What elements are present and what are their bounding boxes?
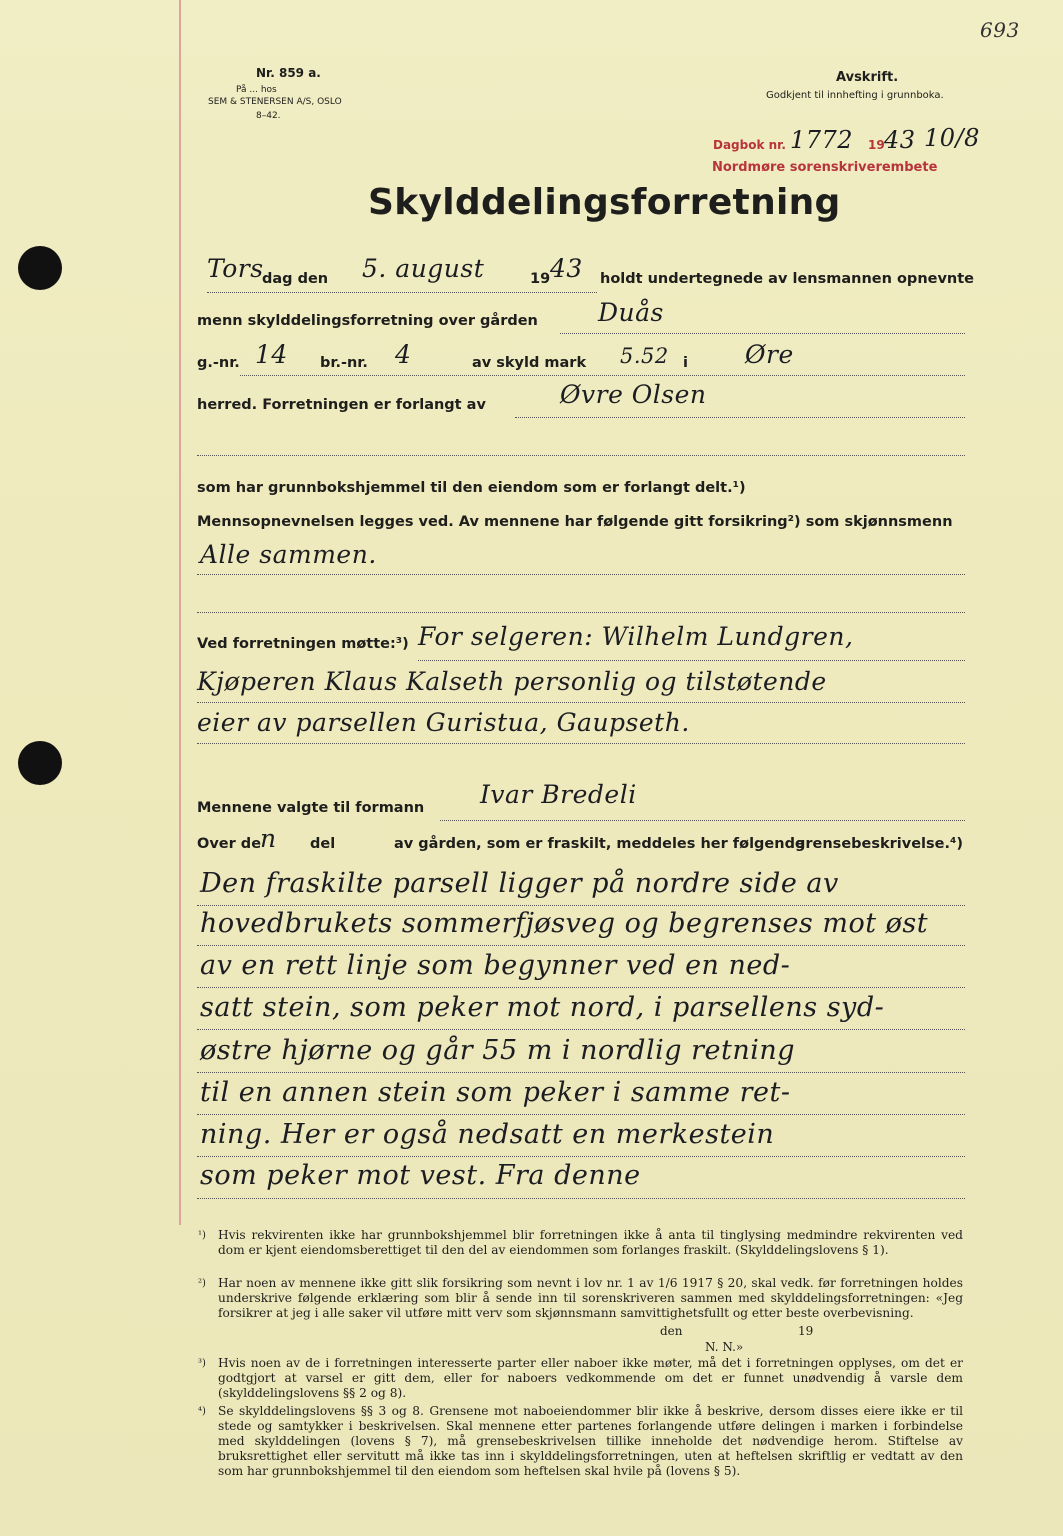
- document-title: Skylddelingsforretning: [368, 182, 841, 223]
- rule-line4: [515, 417, 965, 418]
- stamp-year-value: 43: [884, 126, 916, 154]
- skyld-hand: 5.52: [620, 344, 669, 368]
- grense-line-5: østre hjørne og går 55 m i nordlig retning: [200, 1035, 796, 1066]
- formann-hand: Ivar Bredeli: [480, 780, 637, 809]
- day-hand: Tors: [207, 254, 264, 283]
- rule-line1: [207, 292, 597, 293]
- footnote-4: [198, 1404, 963, 1479]
- footnote-2: [198, 1276, 963, 1321]
- footnote-4-number: ⁴): [198, 1406, 206, 1417]
- bnr-label: br.-nr.: [320, 355, 368, 371]
- footnote-2-number: ²): [198, 1278, 206, 1289]
- rule-line3: [240, 375, 965, 376]
- mote-hand-3: eier av parsellen Guristua, Gaupseth.: [197, 708, 690, 737]
- gnr-label: g.-nr.: [197, 355, 240, 371]
- rule-grense-7: [197, 1156, 965, 1157]
- page-number: 693: [980, 18, 1020, 42]
- year-prefix: 19: [530, 271, 551, 287]
- rule-grense-3: [197, 987, 965, 988]
- footnote-1-number: ¹): [198, 1230, 206, 1241]
- rule-grense-2: [197, 945, 965, 946]
- rule-line2: [560, 333, 965, 334]
- formann-label: Mennene valgte til formann: [197, 800, 425, 816]
- mote-hand-1: For selgeren: Wilhelm Lundgren,: [418, 622, 854, 651]
- form-number: Nr. 859 a.: [256, 66, 321, 80]
- farm-hand: Duås: [598, 298, 664, 327]
- rule-formann: [440, 820, 965, 821]
- rule-grense-6: [197, 1114, 965, 1115]
- grense-line-6: til en annen stein som peker i samme ret-: [200, 1077, 791, 1108]
- footnote-nn: N. N.»: [705, 1340, 744, 1354]
- rule-mote-3: [197, 743, 965, 744]
- forsikring-hand: Alle sammen.: [200, 540, 377, 569]
- over-label: Over de: [197, 836, 262, 852]
- i-label: i: [683, 355, 688, 371]
- grense-line-7: ning. Her er også nedsatt en merkestein: [200, 1119, 775, 1150]
- footnote-3-number: ³): [198, 1358, 206, 1369]
- footnote-1: [198, 1228, 963, 1258]
- footnote-2-text: Har noen av mennene ikke gitt slik forsikring som nevnt i lov nr. 1 av 1/6 1917 § 20, skal vedk. før forretningen holdes underskrive følgende erklæring som blir å sende inn til sorenskriveren sammen med skylddelingsforretningen: «Jeg forsikrer at jeg i alle saker vil utføre mitt verv som skjønnsmann samvittighetsfullt og etter beste overbevisning.: [218, 1276, 963, 1320]
- rule-grense-4: [197, 1029, 965, 1030]
- footnote-1-text: Hvis rekvirenten ikke har grunnbokshjemmel blir forretningen ikke å anta til tinglysing medmindre rekvirenten ved dom er kjent eiendomsberettiget til den del av eiendommen som forlanges fraskilt. (Skylddelingslovens § 1).: [218, 1228, 963, 1257]
- grense-line-2: hovedbrukets sommerfjøsveg og begrenses mot øst: [200, 908, 929, 939]
- printer-date: 8–42.: [256, 111, 281, 121]
- footnote-4-text: Se skylddelingslovens §§ 3 og 8. Grensene mot naboeiendommer blir ikke å beskrive, dersom disses eiere ikke er til stede og samtykker i beskrivelsen. Skal mennene etter partenes forlangende utføre delingen i marken i forbindelse med skylddelingen (lovens § 7), må grensebeskrivelsen tillike inneholde det nødvendige herom. Stiftelse av bruksrettighet eller servitutt må ikke tas inn i skylddelingsforretningen, uten at heftelsen skriftlig er vedtatt av den som har grunnbokshjemmel til den eiendom som heftelsen skal hvile på (lovens § 5).: [218, 1404, 963, 1478]
- stamp-dagbok-number: 1772: [790, 126, 854, 154]
- punch-hole-top: [18, 246, 62, 290]
- skyld-label: av skyld mark: [472, 355, 587, 371]
- footnote-den: den: [660, 1324, 683, 1338]
- year-hand: 43: [550, 254, 583, 283]
- margin-line: [179, 0, 181, 1225]
- over-rest: av gården, som er fraskilt, meddeles her følgende: [394, 836, 805, 852]
- rule-grense-8: [197, 1198, 965, 1199]
- footnote-nineteen: 19: [798, 1324, 814, 1338]
- grense-line-1: Den fraskilte parsell ligger på nordre side av: [200, 868, 839, 899]
- avskrift-label: Avskrift.: [836, 70, 899, 85]
- over-hand: n: [260, 824, 277, 853]
- grense-label: grensebeskrivelse.⁴): [795, 836, 963, 852]
- godkjent-label: Godkjent til innhefting i grunnboka.: [766, 90, 944, 101]
- grense-line-4: satt stein, som peker mot nord, i parsellens syd-: [200, 992, 885, 1023]
- gnr-hand: 14: [255, 340, 288, 369]
- stamp-date-value: 10/8: [924, 124, 980, 152]
- rule-line6: [197, 574, 965, 575]
- grunnbok-line: som har grunnbokshjemmel til den eiendom som er forlangt delt.¹): [197, 480, 746, 496]
- bnr-hand: 4: [395, 340, 412, 369]
- herred-label: herred. Forretningen er forlangt av: [197, 397, 486, 413]
- line2-label: menn skylddelingsforretning over gården: [197, 313, 538, 329]
- herred-hand: Øre: [745, 340, 794, 369]
- dag-den-label: dag den: [262, 271, 329, 287]
- del-label: del: [310, 836, 336, 852]
- mote-label: Ved forretningen møtte:³): [197, 636, 409, 652]
- line1-rest: holdt undertegnede av lensmannen opnevnte: [600, 271, 975, 287]
- footnote-3-text: Hvis noen av de i forretningen interesserte parter eller naboer ikke møter, må det i forretningen opplyses, om det er godtgjort at varsel er gitt dem, eller for naboers vedkommende om det er funnet unødvendig å varsle dem (skylddelingslovens §§ 2 og 8).: [218, 1356, 963, 1400]
- rule-grense-5: [197, 1072, 965, 1073]
- stamp-year-print: 19: [868, 138, 885, 152]
- grense-line-3: av en rett linje som begynner ved en ned-: [200, 950, 791, 981]
- rule-line7: [197, 612, 965, 613]
- stamp-dagbok-label: Dagbok nr.: [713, 138, 786, 152]
- punch-hole-bottom: [18, 741, 62, 785]
- stamp-office: Nordmøre sorenskriverembete: [712, 160, 938, 175]
- printer-line2: SEM & STENERSEN A/S, OSLO: [208, 97, 342, 107]
- rule-line5: [197, 455, 965, 456]
- menn-line: Mennsopnevnelsen legges ved. Av mennene har følgende gitt forsikring²) som skjønnsmenn: [197, 514, 953, 530]
- rule-mote-1: [418, 660, 965, 661]
- date-hand: 5. august: [362, 254, 485, 283]
- mote-hand-2: Kjøperen Klaus Kalseth personlig og tilstøtende: [197, 667, 827, 696]
- grense-line-8: som peker mot vest. Fra denne: [200, 1160, 641, 1191]
- requester-hand: Øvre Olsen: [560, 380, 707, 409]
- rule-mote-2: [197, 702, 965, 703]
- printer-line1: På ... hos: [236, 85, 277, 95]
- rule-grense-1: [197, 905, 965, 906]
- footnote-3: [198, 1356, 963, 1401]
